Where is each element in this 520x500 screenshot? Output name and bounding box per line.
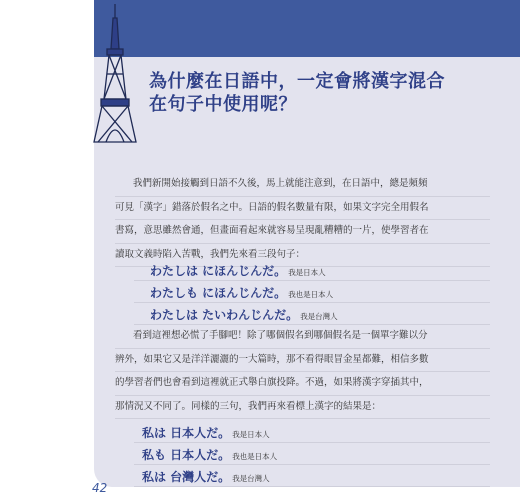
tokyo-tower-icon (92, 4, 138, 144)
example-japanese: わたしは たいわんじんだ。 (150, 308, 299, 322)
paragraph-line: 看到這裡想必慌了手腳吧！除了哪個假名到哪個假名是一個單字難以分 (115, 325, 490, 349)
example-japanese: わたしは にほんじんだ。 (150, 264, 287, 278)
kana-examples (134, 259, 490, 325)
example-row (134, 281, 490, 303)
paragraph-line: 書寫，意思雖然會通，但畫面看起來就容易呈現亂糟糟的一片，使學習者在 (115, 220, 490, 244)
example-translation: 我是台灣人 (232, 474, 270, 483)
example-translation: 我是日本人 (288, 268, 326, 277)
example-translation: 我是日本人 (232, 430, 270, 439)
header-band (94, 0, 520, 57)
page-title (149, 70, 479, 116)
example-translation: 我也是日本人 (232, 452, 278, 461)
kanji-examples (134, 421, 490, 487)
example-translation: 我也是日本人 (288, 290, 334, 299)
example-japanese: わたしも にほんじんだ。 (150, 286, 287, 300)
example-japanese: 私も 日本人だ。 (142, 448, 231, 462)
paragraph-line: 讀取文義時陷入苦戰，我們先來看三段句子： (115, 244, 490, 268)
title-line-2: 在句子中使用呢？ (149, 94, 297, 115)
paragraph-line: 我們新開始接觸到日語不久後，馬上就能注意到，在日語中，總是頻頻 (115, 173, 490, 197)
example-japanese: 私は 日本人だ。 (142, 426, 231, 440)
explanation-paragraph (115, 325, 490, 419)
intro-paragraph (115, 173, 490, 267)
example-translation: 我是台灣人 (300, 312, 338, 321)
page-number: 42 (92, 481, 108, 495)
example-row (134, 259, 490, 281)
example-row (134, 465, 490, 487)
example-row (134, 421, 490, 443)
paragraph-line: 的學習者們也會看到這裡就正式舉白旗投降。不過，如果將漢字穿插其中， (115, 372, 490, 396)
paragraph-line: 辨外，如果它又是洋洋灑灑的一大篇時，那不看得眼冒金星都難，相信多數 (115, 349, 490, 373)
paragraph-line: 那情況又不同了。同樣的三句，我們再來看標上漢字的結果是： (115, 396, 490, 420)
example-row (134, 443, 490, 465)
paragraph-line: 可見「漢字」錯落於假名之中。日語的假名數量有限，如果文字完全用假名 (115, 197, 490, 221)
example-row (134, 303, 490, 325)
title-line-1: 為什麼在日語中，一定會將漢字混合 (149, 71, 445, 92)
example-japanese: 私は 台灣人だ。 (142, 470, 231, 484)
